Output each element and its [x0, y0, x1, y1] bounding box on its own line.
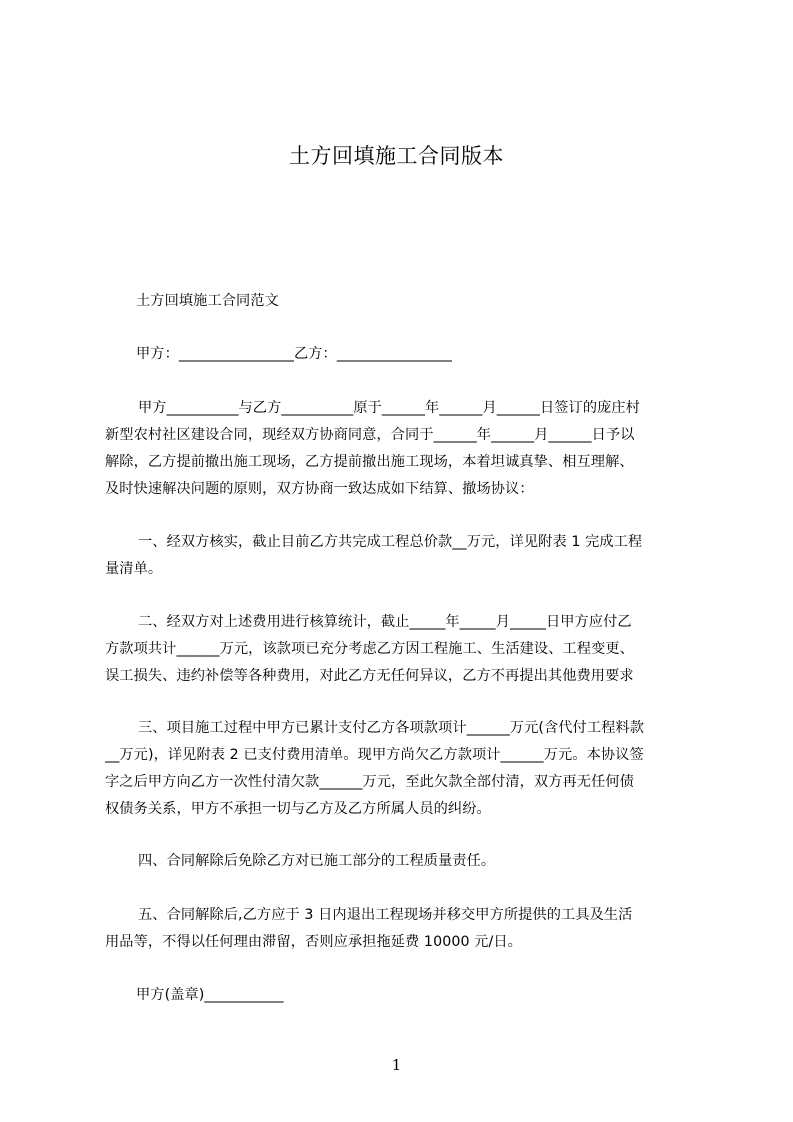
paragraph-3-line: 二、经双方对上述费用进行核算统计，截止_____年_____月_____日甲方应付乙: [138, 614, 632, 630]
paragraph-1-line: 及时快速解决问题的原则，双方协商一致达成如下结算、撤场协议：: [105, 481, 534, 497]
paragraph-2-line: 量清单。: [105, 561, 163, 577]
signature-line: 甲方(盖章)___________: [136, 987, 284, 1003]
paragraph-1-line: 解除，乙方提前撤出施工现场，乙方提前撤出施工现场，本着坦诚真挚、相互理解、: [105, 454, 634, 470]
paragraph-1-line: 甲方__________与乙方__________原于______年______月______日签订的庞庄村: [138, 400, 640, 416]
paragraph-1-line: 新型农村社区建设合同，现经双方协商同意，合同于______年______月______日予以: [105, 427, 635, 443]
paragraph-4-line: __万元)，详见附表 2 已支付费用清单。现甲方尚欠乙方款项计______万元。本协议签: [105, 747, 644, 763]
paragraph-6-line: 五、合同解除后,乙方应于 3 日内退出工程现场并移交甲方所提供的工具及生活: [138, 907, 633, 923]
paragraph-3-line: 方款项共计______万元，该款项已充分考虑乙方因工程施工、生活建设、工程变更、: [105, 641, 634, 657]
parties-line: 甲方：________________乙方：________________: [136, 346, 452, 362]
paragraph-4-line: 三、项目施工过程中甲方已累计支付乙方各项款项计______万元(含代付工程料款: [138, 720, 644, 736]
paragraph-2-line: 一、经双方核实，截止目前乙方共完成工程总价款__万元，详见附表 1 完成工程: [138, 534, 643, 550]
page-number: 1: [391, 1056, 402, 1074]
paragraph-3-line: 误工损失、违约补偿等各种费用，对此乙方无任何异议，乙方不再提出其他费用要求: [105, 668, 634, 684]
paragraph-4-line: 权债务关系，甲方不承担一切与乙方及乙方所属人员的纠纷。: [105, 801, 491, 817]
paragraph-5-line: 四、合同解除后免除乙方对已施工部分的工程质量责任。: [138, 853, 496, 869]
paragraph-6-line: 用品等，不得以任何理由滞留，否则应承担拖延费 10000 元/日。: [105, 934, 522, 950]
paragraph-4-line: 字之后甲方向乙方一次性付清欠款______万元，至此欠款全部付清，双方再无任何债: [105, 774, 634, 790]
subtitle: 土方回填施工合同范文: [136, 293, 279, 309]
document-title: 土方回填施工合同版本: [289, 144, 504, 168]
